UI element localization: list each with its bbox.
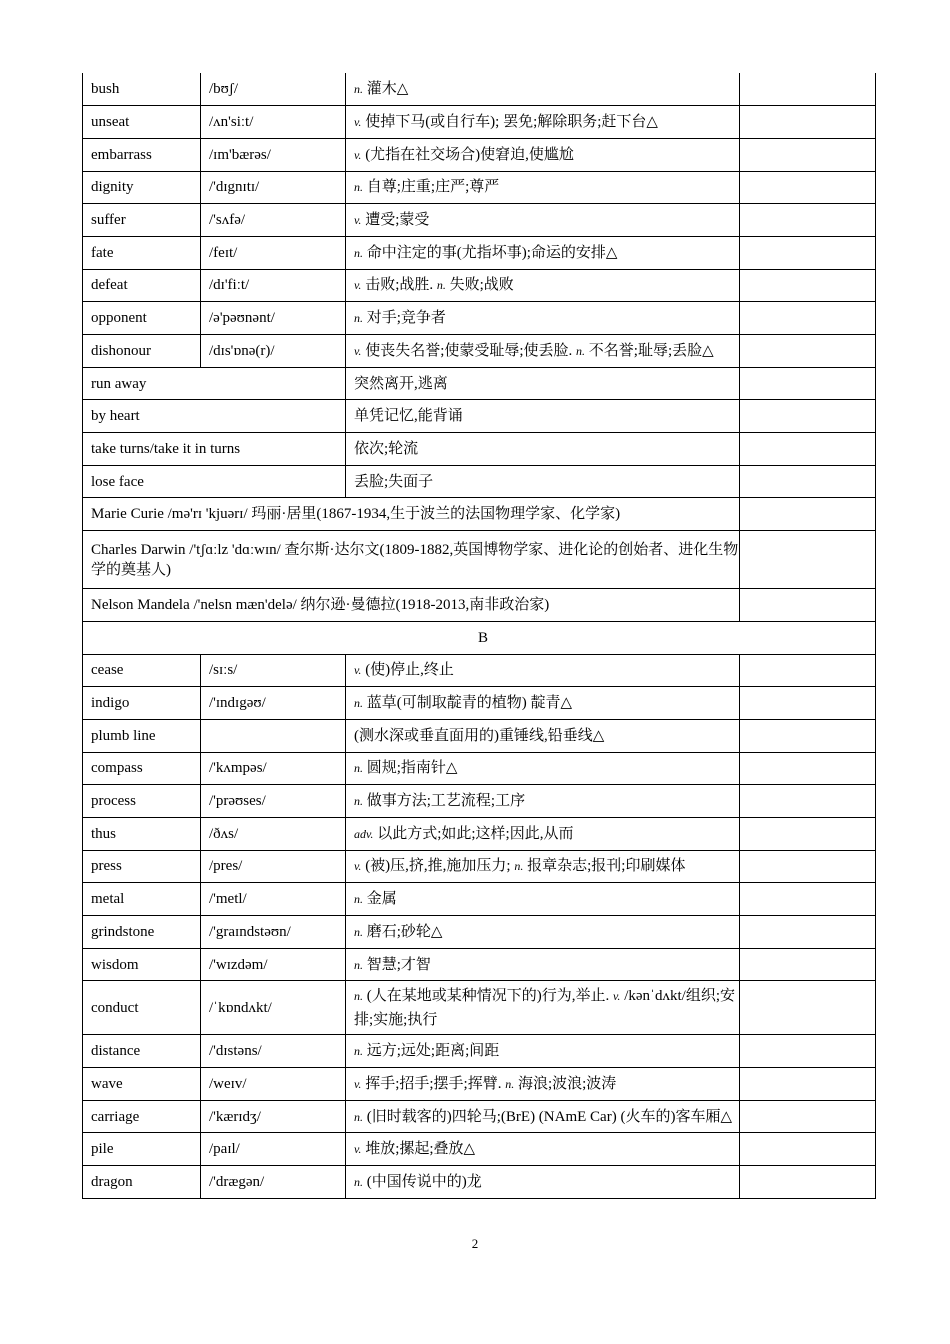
phonetic-cell: /ˈkɒndʌkt/ — [201, 981, 346, 1035]
part-of-speech: n. — [354, 311, 363, 326]
definition-text: 使掉下马(或自行车); 罢免;解除职务;赶下台△ — [365, 114, 658, 131]
part-of-speech: adv. — [354, 826, 374, 841]
vocab-row — [83, 171, 876, 204]
blank-cell — [740, 171, 876, 204]
vocab-row — [83, 850, 876, 883]
blank-cell — [740, 531, 876, 589]
definition-cell — [346, 817, 740, 850]
vocab-row — [83, 981, 876, 1035]
definition-cell — [346, 687, 740, 720]
definition-cell — [346, 1100, 740, 1133]
word-cell: opponent — [83, 302, 201, 335]
definition-cell — [346, 302, 740, 335]
definition-text: (中国传说中的)龙 — [366, 1173, 482, 1190]
definition-cell — [346, 236, 740, 269]
phrase-cell: lose face — [83, 465, 346, 498]
definition-cell — [346, 752, 740, 785]
definition-text: 远方;远处;距离;间距 — [366, 1043, 500, 1060]
name-cell: Marie Curie /mə'rɪ 'kjuərɪ/ 玛丽·居里(1867-1934,生于波兰的法国物理学家、化学家) — [83, 498, 740, 531]
definition-text: 圆规;指南针△ — [366, 760, 458, 777]
phonetic-cell: /weɪv/ — [201, 1068, 346, 1101]
phrase-row — [83, 367, 876, 400]
definition-cell — [346, 916, 740, 949]
word-cell: wisdom — [83, 948, 201, 981]
definition-cell — [346, 335, 740, 368]
definition-text: 以此方式;如此;这样;因此,从而 — [377, 825, 574, 842]
word-cell: thus — [83, 817, 201, 850]
section-row — [83, 621, 876, 654]
word-cell: fate — [83, 236, 201, 269]
phrase-row — [83, 433, 876, 466]
part-of-speech: n. — [576, 343, 586, 358]
vocab-row — [83, 1100, 876, 1133]
blank-cell — [740, 335, 876, 368]
phonetic-cell: /ɪm'bærəs/ — [201, 138, 346, 171]
word-cell: bush — [83, 73, 201, 106]
definition-cell — [346, 654, 740, 687]
part-of-speech: n. — [354, 245, 363, 260]
definition-cell — [346, 1133, 740, 1166]
phonetic-cell: /ðʌs/ — [201, 817, 346, 850]
word-cell: process — [83, 785, 201, 818]
part-of-speech: n. — [354, 761, 363, 776]
definition-cell — [346, 204, 740, 237]
blank-cell — [740, 752, 876, 785]
name-row — [83, 498, 876, 531]
definition-text: 智慧;才智 — [366, 956, 431, 973]
phonetic-cell: /dɪs'ɒnə(r)/ — [201, 335, 346, 368]
definition-cell: 单凭记忆,能背诵 — [346, 400, 740, 433]
word-cell: plumb line — [83, 719, 201, 752]
part-of-speech: n. — [354, 988, 363, 1003]
phonetic-cell: /'wɪzdəm/ — [201, 948, 346, 981]
word-cell: cease — [83, 654, 201, 687]
blank-cell — [740, 883, 876, 916]
definition-cell — [346, 948, 740, 981]
phrase-row — [83, 400, 876, 433]
phrase-cell: take turns/take it in turns — [83, 433, 346, 466]
definition-cell — [346, 138, 740, 171]
phrase-row — [83, 465, 876, 498]
part-of-speech: n. — [354, 1109, 363, 1124]
blank-cell — [740, 785, 876, 818]
definition-text: 蓝草(可制取靛青的植物) 靛青△ — [366, 695, 573, 712]
vocab-row — [83, 948, 876, 981]
part-of-speech: n. — [354, 1174, 363, 1189]
definition-text: 自尊;庄重;庄严;尊严 — [366, 179, 500, 196]
phonetic-cell: /'sʌfə/ — [201, 204, 346, 237]
definition-text: 报章杂志;报刊;印刷媒体 — [527, 858, 686, 875]
page-number: 2 — [471, 1236, 479, 1251]
blank-cell — [740, 204, 876, 237]
word-cell: distance — [83, 1035, 201, 1068]
phonetic-cell: /'drægən/ — [201, 1166, 346, 1199]
vocab-row — [83, 106, 876, 139]
definition-cell: 依次;轮流 — [346, 433, 740, 466]
blank-cell — [740, 1035, 876, 1068]
vocab-row — [83, 785, 876, 818]
part-of-speech: v. — [354, 663, 362, 678]
blank-cell — [740, 1133, 876, 1166]
part-of-speech: n. — [354, 794, 363, 809]
definition-text: 海浪;波浪;波涛 — [517, 1075, 617, 1092]
blank-cell — [740, 1068, 876, 1101]
part-of-speech: n. — [354, 957, 363, 972]
definition-text: 失败;战败 — [449, 277, 514, 294]
vocab-row — [83, 687, 876, 720]
definition-cell — [346, 850, 740, 883]
word-cell: defeat — [83, 269, 201, 302]
part-of-speech: v. — [354, 859, 362, 874]
definition-cell — [346, 171, 740, 204]
blank-cell — [740, 433, 876, 466]
word-cell: wave — [83, 1068, 201, 1101]
vocab-row — [83, 654, 876, 687]
word-cell: carriage — [83, 1100, 201, 1133]
blank-cell — [740, 850, 876, 883]
definition-text: 做事方法;工艺流程;工序 — [366, 793, 526, 810]
part-of-speech: n. — [514, 859, 524, 874]
phonetic-cell: /'ɪndɪgəʊ/ — [201, 687, 346, 720]
part-of-speech: n. — [436, 278, 446, 293]
phonetic-cell: /paɪl/ — [201, 1133, 346, 1166]
phonetic-cell: /sɪːs/ — [201, 654, 346, 687]
phonetic-cell: /'dɪstəns/ — [201, 1035, 346, 1068]
phonetic-cell: /ə'pəʊnənt/ — [201, 302, 346, 335]
definition-cell — [346, 883, 740, 916]
blank-cell — [740, 981, 876, 1035]
definition-cell — [346, 1035, 740, 1068]
vocab-row — [83, 1133, 876, 1166]
definition-text: /kənˈdʌkt/组织;安排;实施;执行 — [354, 987, 736, 1028]
blank-cell — [740, 138, 876, 171]
part-of-speech: v. — [613, 988, 621, 1003]
blank-cell — [740, 269, 876, 302]
definition-text: 击败;战胜. — [365, 277, 434, 294]
part-of-speech: n. — [354, 1044, 363, 1059]
vocab-row — [83, 719, 876, 752]
word-cell: dragon — [83, 1166, 201, 1199]
word-cell: unseat — [83, 106, 201, 139]
part-of-speech: v. — [354, 213, 362, 228]
blank-cell — [740, 1100, 876, 1133]
blank-cell — [740, 302, 876, 335]
part-of-speech: n. — [354, 696, 363, 711]
vocab-row — [83, 138, 876, 171]
vocab-row — [83, 883, 876, 916]
blank-cell — [740, 589, 876, 622]
definition-cell — [346, 269, 740, 302]
definition-text: 不名誉;耻辱;丢脸△ — [588, 342, 714, 359]
definition-text: (被)压,挤,推,施加压力; — [365, 858, 511, 875]
blank-cell — [740, 687, 876, 720]
definition-text: (使)停止,终止 — [365, 662, 454, 679]
definition-text: 遭受;蒙受 — [365, 212, 430, 229]
phonetic-cell: /dɪ'fiːt/ — [201, 269, 346, 302]
phonetic-cell: /'kʌmpəs/ — [201, 752, 346, 785]
definition-cell — [346, 1068, 740, 1101]
definition-cell: 突然离开,逃离 — [346, 367, 740, 400]
phonetic-cell — [201, 719, 346, 752]
vocab-row — [83, 817, 876, 850]
phonetic-cell: /pres/ — [201, 850, 346, 883]
name-row — [83, 531, 876, 589]
definition-cell — [346, 1166, 740, 1199]
definition-cell — [346, 981, 740, 1035]
vocabulary-table — [82, 73, 876, 1199]
part-of-speech: n. — [354, 180, 363, 195]
word-cell: conduct — [83, 981, 201, 1035]
definition-text: (人在某地或某种情况下的)行为,举止. — [366, 987, 610, 1004]
blank-cell — [740, 367, 876, 400]
part-of-speech: v. — [354, 115, 362, 130]
definition-cell — [346, 106, 740, 139]
word-cell: suffer — [83, 204, 201, 237]
phrase-cell: by heart — [83, 400, 346, 433]
blank-cell — [740, 817, 876, 850]
name-cell: Nelson Mandela /'nelsn mæn'delə/ 纳尔逊·曼德拉(1918-2013,南非政治家) — [83, 589, 740, 622]
part-of-speech: n. — [505, 1076, 515, 1091]
definition-text: (尤指在社交场合)使窘迫,使尴尬 — [365, 146, 574, 163]
blank-cell — [740, 948, 876, 981]
part-of-speech: n. — [354, 924, 363, 939]
name-row — [83, 589, 876, 622]
phonetic-cell: /ʌn'siːt/ — [201, 106, 346, 139]
part-of-speech: v. — [354, 1142, 362, 1157]
phonetic-cell: /bʊʃ/ — [201, 73, 346, 106]
word-cell: embarrass — [83, 138, 201, 171]
part-of-speech: v. — [354, 147, 362, 162]
definition-cell — [346, 73, 740, 106]
blank-cell — [740, 106, 876, 139]
definition-text: (测水深或垂直面用的)重锤线,铅垂线△ — [354, 727, 605, 744]
definition-text: 金属 — [366, 891, 397, 908]
part-of-speech: v. — [354, 278, 362, 293]
vocab-row — [83, 204, 876, 237]
definition-text: 使丧失名誉;使蒙受耻辱;使丢脸. — [365, 342, 573, 359]
phonetic-cell: /'dɪgnɪtɪ/ — [201, 171, 346, 204]
vocab-row — [83, 1068, 876, 1101]
blank-cell — [740, 916, 876, 949]
blank-cell — [740, 73, 876, 106]
vocab-row — [83, 73, 876, 106]
word-cell: metal — [83, 883, 201, 916]
word-cell: indigo — [83, 687, 201, 720]
phonetic-cell: /'metl/ — [201, 883, 346, 916]
vocab-row — [83, 752, 876, 785]
blank-cell — [740, 654, 876, 687]
name-cell: Charles Darwin /'tʃɑːlz 'dɑːwɪn/ 查尔斯·达尔文(1809-1882,英国博物学家、进化论的创始者、进化生物学的奠基人) — [83, 531, 740, 589]
blank-cell — [740, 1166, 876, 1199]
word-cell: dignity — [83, 171, 201, 204]
part-of-speech: n. — [354, 892, 363, 907]
definition-text: 命中注定的事(尤指坏事);命运的安排△ — [366, 244, 618, 261]
phonetic-cell: /feɪt/ — [201, 236, 346, 269]
vocab-row — [83, 269, 876, 302]
phonetic-cell: /'prəʊses/ — [201, 785, 346, 818]
vocab-row — [83, 916, 876, 949]
definition-text: 对手;竞争者 — [366, 310, 446, 327]
word-cell: compass — [83, 752, 201, 785]
part-of-speech: v. — [354, 343, 362, 358]
vocab-row — [83, 1035, 876, 1068]
blank-cell — [740, 236, 876, 269]
phrase-cell: run away — [83, 367, 346, 400]
vocab-row — [83, 1166, 876, 1199]
word-cell: pile — [83, 1133, 201, 1166]
vocab-row — [83, 236, 876, 269]
definition-cell — [346, 785, 740, 818]
blank-cell — [740, 465, 876, 498]
definition-text: 挥手;招手;摆手;挥臂. — [365, 1075, 502, 1092]
part-of-speech: n. — [354, 82, 363, 97]
vocab-row — [83, 335, 876, 368]
definition-text: 磨石;砂轮△ — [366, 923, 443, 940]
definition-text: (旧时载客的)四轮马;(BrE) (NAmE Car) (火车的)客车厢△ — [366, 1108, 732, 1125]
definition-cell: 丢脸;失面子 — [346, 465, 740, 498]
part-of-speech: v. — [354, 1076, 362, 1091]
definition-cell — [346, 719, 740, 752]
vocab-row — [83, 302, 876, 335]
phonetic-cell: /'kærɪdʒ/ — [201, 1100, 346, 1133]
word-cell: press — [83, 850, 201, 883]
blank-cell — [740, 498, 876, 531]
definition-text: 灌木△ — [366, 81, 409, 98]
blank-cell — [740, 719, 876, 752]
definition-text: 堆放;摞起;叠放△ — [365, 1141, 476, 1158]
section-heading: B — [83, 621, 876, 654]
word-cell: grindstone — [83, 916, 201, 949]
word-cell: dishonour — [83, 335, 201, 368]
phonetic-cell: /'graɪndstəʊn/ — [201, 916, 346, 949]
blank-cell — [740, 400, 876, 433]
